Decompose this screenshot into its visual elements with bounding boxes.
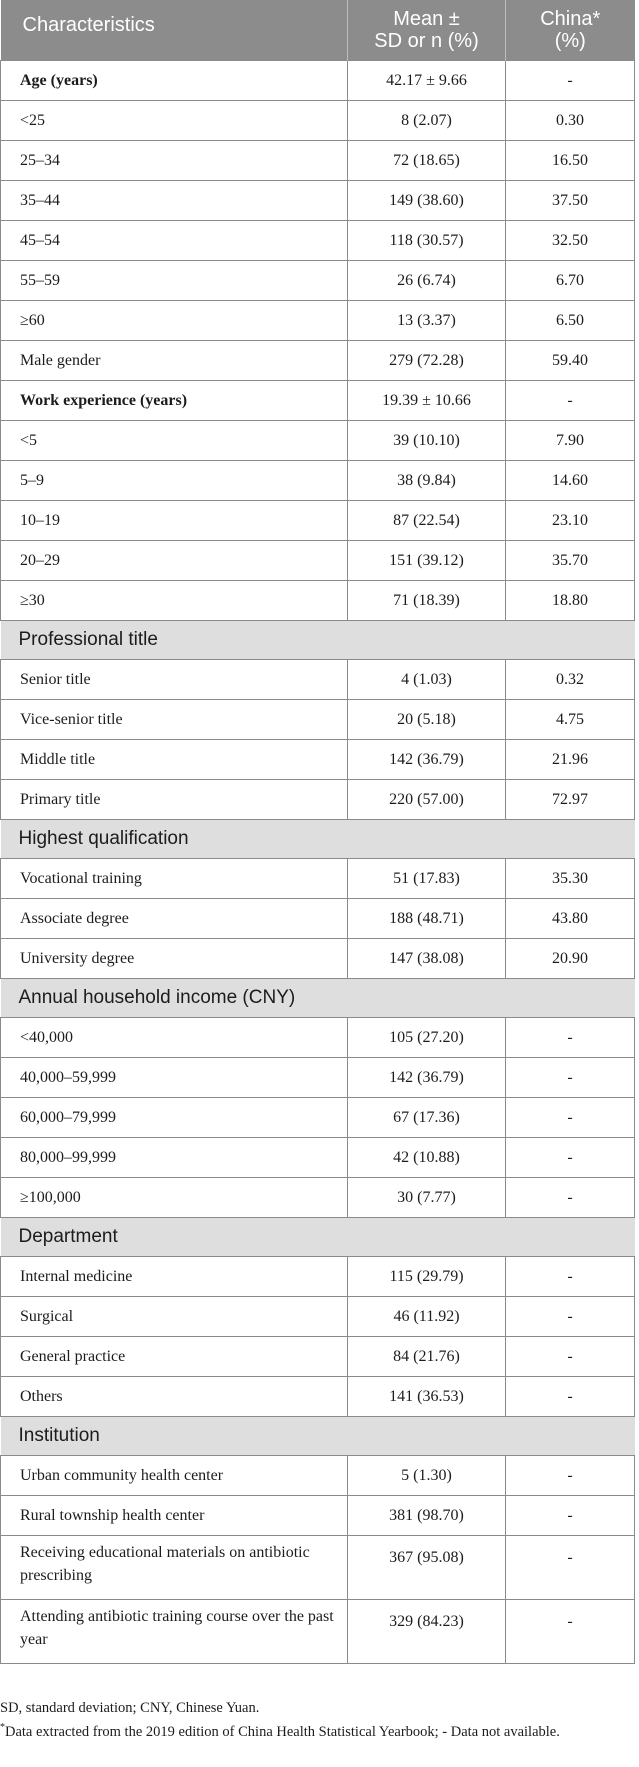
row-china-value: -	[506, 1496, 635, 1536]
table-row	[1, 1600, 635, 1664]
row-value: 51 (17.83)	[348, 859, 506, 899]
row-value: 42.17 ± 9.66	[348, 61, 506, 101]
table-row	[1, 341, 635, 381]
row-label: Surgical	[1, 1297, 348, 1337]
row-value: 105 (27.20)	[348, 1018, 506, 1058]
row-value: 20 (5.18)	[348, 700, 506, 740]
table-row	[1, 780, 635, 820]
row-value: 19.39 ± 10.66	[348, 381, 506, 421]
row-label: <5	[1, 421, 348, 461]
table-row	[1, 221, 635, 261]
row-label: 60,000–79,999	[1, 1098, 348, 1138]
row-value: 39 (10.10)	[348, 421, 506, 461]
row-value: 13 (3.37)	[348, 301, 506, 341]
row-china-value: -	[506, 1098, 635, 1138]
section-label: Highest qualification	[1, 820, 635, 859]
row-label: Age (years)	[1, 61, 348, 101]
row-label: Others	[1, 1377, 348, 1417]
row-label: Male gender	[1, 341, 348, 381]
row-label: Vocational training	[1, 859, 348, 899]
row-value: 141 (36.53)	[348, 1377, 506, 1417]
table-row	[1, 1297, 635, 1337]
row-china-value: 18.80	[506, 581, 635, 621]
table-row	[1, 1337, 635, 1377]
row-china-value: -	[506, 1337, 635, 1377]
row-china-value: 0.32	[506, 660, 635, 700]
row-value: 220 (57.00)	[348, 780, 506, 820]
row-china-value: 16.50	[506, 141, 635, 181]
row-label: 5–9	[1, 461, 348, 501]
row-label: ≥100,000	[1, 1178, 348, 1218]
table-row	[1, 1098, 635, 1138]
row-label: Attending antibiotic training course over the past year	[1, 1600, 348, 1664]
row-label: 25–34	[1, 141, 348, 181]
row-china-value: -	[506, 381, 635, 421]
row-value: 381 (98.70)	[348, 1496, 506, 1536]
row-label: ≥30	[1, 581, 348, 621]
row-value: 8 (2.07)	[348, 101, 506, 141]
row-china-value: 35.30	[506, 859, 635, 899]
section-header-row	[1, 1218, 635, 1257]
section-header-row	[1, 979, 635, 1018]
table-row	[1, 700, 635, 740]
row-china-value: 20.90	[506, 939, 635, 979]
row-china-value: 0.30	[506, 101, 635, 141]
row-china-value: -	[506, 1058, 635, 1098]
table-row	[1, 461, 635, 501]
table-row	[1, 740, 635, 780]
row-value: 151 (39.12)	[348, 541, 506, 581]
row-value: 142 (36.79)	[348, 1058, 506, 1098]
row-china-value: 21.96	[506, 740, 635, 780]
table-row	[1, 660, 635, 700]
row-china-value: -	[506, 1297, 635, 1337]
row-china-value: 32.50	[506, 221, 635, 261]
row-china-value: -	[506, 61, 635, 101]
table-row	[1, 1257, 635, 1297]
table-row	[1, 1058, 635, 1098]
table-body	[1, 61, 635, 1664]
row-label: Vice-senior title	[1, 700, 348, 740]
row-label: Work experience (years)	[1, 381, 348, 421]
table-row	[1, 1138, 635, 1178]
row-china-value: 4.75	[506, 700, 635, 740]
footnote-data-source: *Data extracted from the 2019 edition of China Health Statistical Yearbook; - Data not available.	[0, 1722, 560, 1740]
table-row	[1, 899, 635, 939]
row-value: 87 (22.54)	[348, 501, 506, 541]
table-row	[1, 1496, 635, 1536]
section-header-row	[1, 1417, 635, 1456]
row-value: 26 (6.74)	[348, 261, 506, 301]
row-label: 35–44	[1, 181, 348, 221]
row-label: Urban community health center	[1, 1456, 348, 1496]
row-value: 142 (36.79)	[348, 740, 506, 780]
row-label: 45–54	[1, 221, 348, 261]
row-china-value: 14.60	[506, 461, 635, 501]
row-value: 329 (84.23)	[348, 1600, 506, 1664]
row-label: Receiving educational materials on antibiotic prescribing	[1, 1536, 348, 1600]
row-label: University degree	[1, 939, 348, 979]
table-row	[1, 141, 635, 181]
row-label: <40,000	[1, 1018, 348, 1058]
table-row	[1, 1456, 635, 1496]
table-row	[1, 1377, 635, 1417]
row-value: 149 (38.60)	[348, 181, 506, 221]
row-china-value: 23.10	[506, 501, 635, 541]
row-china-value: 72.97	[506, 780, 635, 820]
section-label: Professional title	[1, 621, 635, 660]
row-china-value: -	[506, 1377, 635, 1417]
table-row	[1, 1018, 635, 1058]
row-value: 72 (18.65)	[348, 141, 506, 181]
table-row	[1, 859, 635, 899]
row-value: 30 (7.77)	[348, 1178, 506, 1218]
row-value: 38 (9.84)	[348, 461, 506, 501]
section-label: Institution	[1, 1417, 635, 1456]
row-china-value: 59.40	[506, 341, 635, 381]
row-china-value: 35.70	[506, 541, 635, 581]
row-value: 84 (21.76)	[348, 1337, 506, 1377]
row-label: Internal medicine	[1, 1257, 348, 1297]
row-value: 118 (30.57)	[348, 221, 506, 261]
table-row	[1, 61, 635, 101]
row-value: 4 (1.03)	[348, 660, 506, 700]
footnote-marker: *	[0, 1722, 5, 1734]
row-china-value: -	[506, 1536, 635, 1600]
row-china-value: -	[506, 1178, 635, 1218]
table-row	[1, 261, 635, 301]
row-value: 279 (72.28)	[348, 341, 506, 381]
row-value: 42 (10.88)	[348, 1138, 506, 1178]
row-value: 115 (29.79)	[348, 1257, 506, 1297]
row-label: <25	[1, 101, 348, 141]
header-characteristics: Characteristics	[1, 0, 348, 61]
row-label: Primary title	[1, 780, 348, 820]
row-china-value: 6.50	[506, 301, 635, 341]
row-label: 55–59	[1, 261, 348, 301]
section-label: Annual household income (CNY)	[1, 979, 635, 1018]
table-row	[1, 501, 635, 541]
row-label: General practice	[1, 1337, 348, 1377]
section-header-row	[1, 820, 635, 859]
table-row	[1, 101, 635, 141]
row-china-value: 7.90	[506, 421, 635, 461]
row-china-value: -	[506, 1257, 635, 1297]
table-row	[1, 939, 635, 979]
row-label: 20–29	[1, 541, 348, 581]
row-value: 67 (17.36)	[348, 1098, 506, 1138]
table-row	[1, 541, 635, 581]
row-value: 5 (1.30)	[348, 1456, 506, 1496]
row-value: 46 (11.92)	[348, 1297, 506, 1337]
table-row	[1, 421, 635, 461]
section-label: Department	[1, 1218, 635, 1257]
row-label: 10–19	[1, 501, 348, 541]
row-label: Senior title	[1, 660, 348, 700]
row-label: ≥60	[1, 301, 348, 341]
table-row	[1, 581, 635, 621]
footnote-abbreviations: SD, standard deviation; CNY, Chinese Yuan.	[0, 1700, 260, 1716]
header-china: China* (%)	[506, 0, 635, 61]
row-china-value: -	[506, 1138, 635, 1178]
row-value: 71 (18.39)	[348, 581, 506, 621]
row-label: Rural township health center	[1, 1496, 348, 1536]
row-china-value: 37.50	[506, 181, 635, 221]
table-header-row	[1, 0, 635, 61]
table-row	[1, 381, 635, 421]
table-row	[1, 301, 635, 341]
table-row	[1, 1178, 635, 1218]
row-value: 147 (38.08)	[348, 939, 506, 979]
row-label: Middle title	[1, 740, 348, 780]
section-header-row	[1, 621, 635, 660]
row-value: 188 (48.71)	[348, 899, 506, 939]
row-label: 80,000–99,999	[1, 1138, 348, 1178]
header-mean-sd: Mean ± SD or n (%)	[348, 0, 506, 61]
row-china-value: -	[506, 1456, 635, 1496]
row-china-value: 6.70	[506, 261, 635, 301]
row-label: 40,000–59,999	[1, 1058, 348, 1098]
table-row	[1, 181, 635, 221]
row-china-value: -	[506, 1018, 635, 1058]
row-china-value: 43.80	[506, 899, 635, 939]
table-row	[1, 1536, 635, 1600]
row-value: 367 (95.08)	[348, 1536, 506, 1600]
row-china-value: -	[506, 1600, 635, 1664]
row-label: Associate degree	[1, 899, 348, 939]
